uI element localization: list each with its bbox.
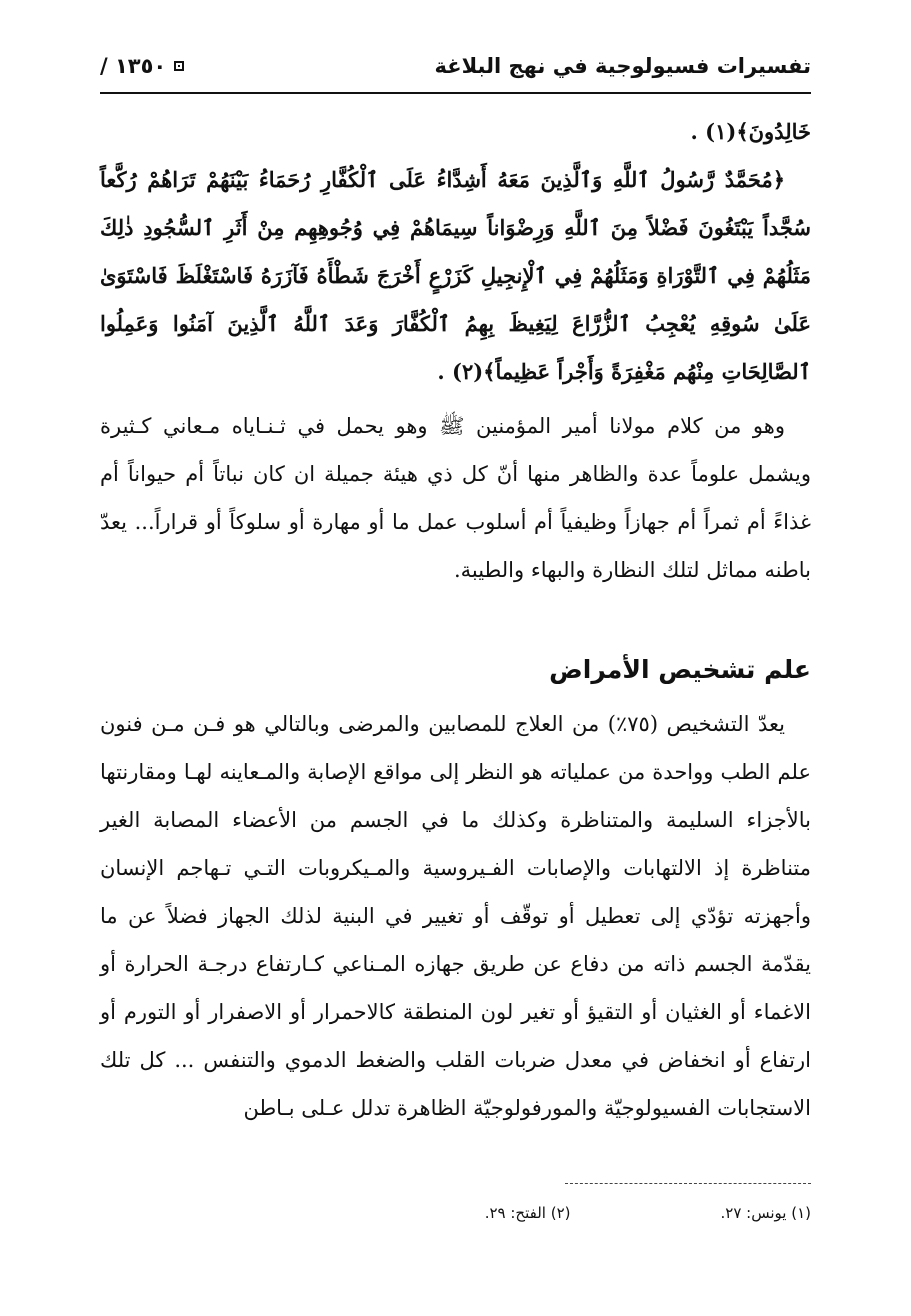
quran-verse-al-fath: ﴿مُحَمَّدٌ رَّسُولُ ٱللَّهِ وَٱلَّذِينَ مَعَهُ أَشِدَّاءُ عَلَى ٱلْكُفَّارِ رُحَمَاءُ بَيْنَهُمْ تَرَاهُمْ رُكَّعاً سُجَّداً يَبْتَغُونَ فَضْلاً مِنَ ٱللَّهِ وَرِضْوَاناً سِيمَاهُمْ فِي وُجُوهِهِم مِنْ أَثَرِ ٱلسُّجُودِ ذٰلِكَ مَثَلُهُمْ فِي ٱلتَّوْرَاةِ وَمَثَلُهُمْ فِي ٱلْإِنجِيلِ كَزَرْعٍ أَخْرَجَ شَطْأَهُ فَآزَرَهُ فَاسْتَغْلَظَ فَاسْتَوَىٰ عَلَىٰ سُوقِهِ يُعْجِبُ ٱلزُّرَّاعَ لِيَغِيظَ بِهِمُ ٱلْكُفَّارَ وَعَدَ ٱللَّهُ ٱلَّذِينَ آمَنُوا وَعَمِلُوا ٱلصَّالِحَاتِ مِنْهُم مَغْفِرَةً وَأَجْراً عَظِيماً﴾(٢) . [100,167,811,384]
footnote-divider [565,1183,811,1184]
square-ornament-icon [174,61,184,71]
footnote-1: (١) يونس: ٢٧. [720,1204,811,1222]
footnotes [100,1204,811,1222]
header-divider [100,92,811,94]
section-heading: علم تشخيص الأمراض [549,655,811,684]
page-number-group [100,54,184,78]
footnote-2: (٢) الفتح: ٢٩. [484,1204,571,1222]
quran-verse-ending: خَالِدُونَ﴾(١) . [690,119,811,144]
commentary-paragraph: وهو من كلام مولانا أمير المؤمنين ﷺ وهو يحمل في ثـنـاياه مـعاني كـثيرة ويشمل علوماً عدة والظاهر منها أنّ كل ذي هيئة جميلة ان كان نباتاً أم حيواناً أم غذاءً أم ثمراً أم جهازاً وظيفياً أم أسلوب عمل ما أو مهارة أو سلوكاً أو قراراً... يعدّ باطنه مماثل لتلك النظارة والبهاء والطيبة. [100,414,811,582]
book-title: تفسيرات فسيولوجية في نهج البلاغة [434,54,811,78]
page-header [100,46,811,86]
page-number: ١٣٥٠ / [100,54,167,78]
page-body [100,108,811,1132]
diagnosis-paragraph: يعدّ التشخيص (٧٥٪) من العلاج للمصابين والمرضى وبالتالي هو فـن مـن فنون علم الطب وواحدة من عملياته هو النظر إلى مواقع الإصابة والمـعاينه لهـا ومقارنتها بالأجزاء السليمة والمتناظرة وكذلك ما في الجسم من الأعضاء المصابة الغير متناظرة إذ الالتهابات والإصابات الفـيروسية والمـيكروبات التـي تـهاجم الإنسان وأجهزته تؤدّي إلى تعطيل أو توقّف أو تغيير في البنية لذلك الجهاز فضلاً عن ما يقدّمة الجسم ذاته من دفاع عن طريق جهازه المـناعي كـارتفاع درجـة الحرارة أو الاغماء أو الغثيان أو التقيؤ أو تغير لون المنطقة كالاحمرار أو الاصفرار أو التورم أو ارتفاع أو انخفاض في معدل ضربات القلب والضغط الدموي والتنفس ... كل تلك الاستجابات الفسيولوجيّة والمورفولوجيّة الظاهرة تدلل عـلى بـاطن [100,712,811,1120]
